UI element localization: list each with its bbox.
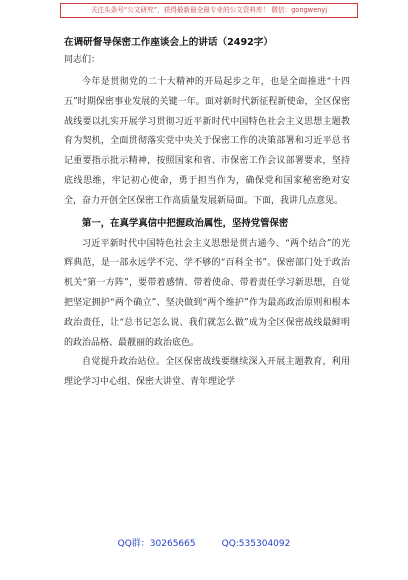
paragraph-section1-2: 自觉提升政治站位。全区保密战线要继续深入开展主题教育，利用理论学习中心组、保密大讲堂、青年理论学 bbox=[64, 357, 350, 388]
promo-banner: 关注头条号“公文研究”，获得最新最全最专业的公文资料库！ 微信：gongwenyj bbox=[60, 3, 358, 18]
paragraph-section1-1: 习近平新时代中国特色社会主义思想是贯古通今、“两个结合”的光辉典范，是一部永远学不完、学不够的“百科全书”。保密部门处于政治机关“第一方阵”，要带着感情、带着使命、带着责任学习新思想，自觉把坚定拥护“两个确立”、坚决做到“两个维护”作为最高政治原则和根本政治责任，让“总书记怎么说、我们就怎么做”成为全区保密战线最鲜明的政治品格、最靓丽的政治底色。 bbox=[64, 238, 350, 348]
document-title: 在调研督导保密工作座谈会上的讲话（2492字） bbox=[64, 37, 273, 48]
section-heading-1: 第一，在真学真信中把握政治属性，坚持党管保密 bbox=[82, 217, 289, 229]
footer-contact bbox=[0, 536, 408, 549]
document-page bbox=[64, 36, 350, 393]
footer-qq-group: QQ群：30265665 bbox=[117, 539, 196, 549]
paragraph-intro: 今年是贯彻党的二十大精神的开局起步之年，也是全面推进“十四五”时期保密事业发展的关键一年。面对新时代新征程新使命，全区保密战线要以扎实开展学习贯彻习近平新时代中国特色社会主义思想主题教育为契机，全面贯彻落实党中央关于保密工作的决策部署和习近平总书记重要指示批示精神，按照国家和省、市保密工作会议部署要求，坚持底线思维，牢记初心使命，勇于担当作为，确保党和国家秘密绝对安全，奋力开创全区保密工作高质量发展新局面。下面，我讲几点意见。 bbox=[64, 77, 350, 206]
salutation: 同志们： bbox=[64, 55, 101, 65]
footer-qq: QQ:535304092 bbox=[221, 539, 291, 549]
